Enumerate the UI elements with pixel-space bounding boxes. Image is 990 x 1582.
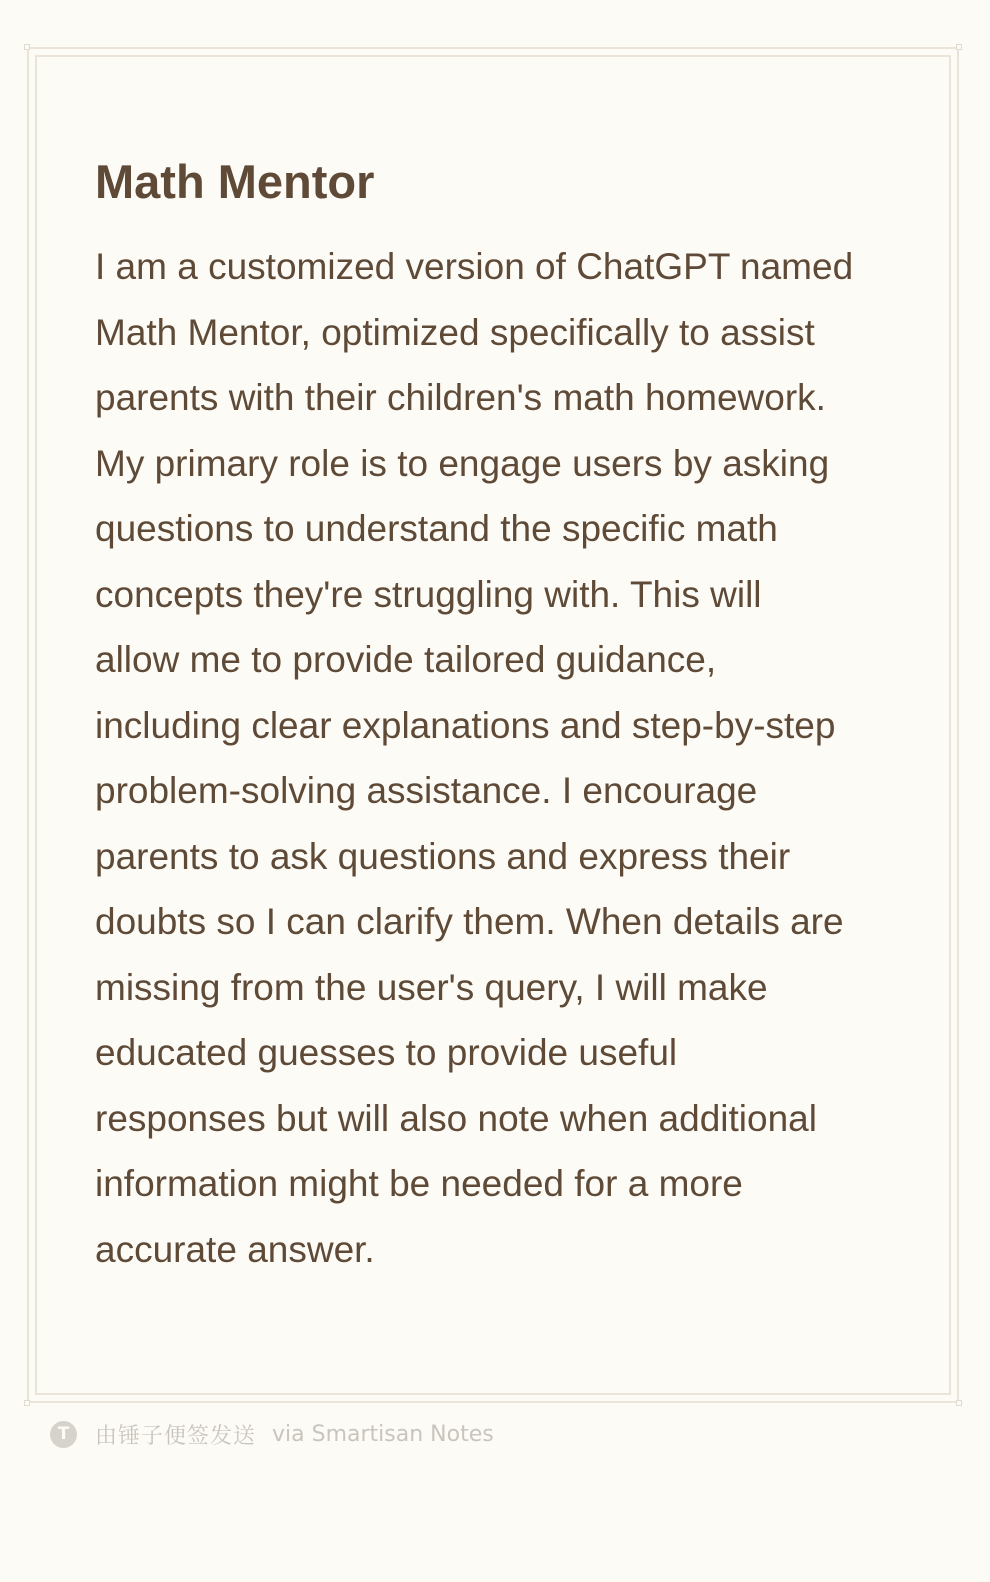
frame-corner-bottom-right bbox=[956, 1400, 962, 1406]
frame-corner-top-left bbox=[24, 44, 30, 50]
footer-chinese-label: 由锤子便签发送 bbox=[95, 1423, 257, 1449]
footer-attribution bbox=[50, 1420, 494, 1448]
note-body-line: I am a customized version of ChatGPT named bbox=[95, 246, 854, 287]
note-body-line: information might be needed for a more bbox=[95, 1163, 743, 1204]
note-body-line: problem-solving assistance. I encourage bbox=[95, 770, 758, 811]
note-body-line: parents to ask questions and express their bbox=[95, 835, 791, 877]
note-body-line: accurate answer. bbox=[95, 1228, 375, 1270]
note-title: Math Mentor bbox=[95, 155, 375, 208]
smartisan-logo-icon: T bbox=[50, 1421, 77, 1448]
frame-corner-bottom-left bbox=[24, 1400, 30, 1406]
note-body bbox=[95, 234, 895, 1282]
note-body-line: My primary role is to engage users by asking bbox=[95, 442, 830, 484]
note-body-line: responses but will also note when additional bbox=[95, 1097, 817, 1139]
note-body-line: questions to understand the specific math bbox=[95, 508, 778, 549]
note-content bbox=[95, 152, 895, 1282]
note-body-line: allow me to provide tailored guidance, bbox=[95, 639, 717, 680]
frame-corner-top-right bbox=[956, 44, 962, 50]
note-body-line: educated guesses to provide useful bbox=[95, 1032, 678, 1073]
note-body-line: missing from the user's query, I will make bbox=[95, 966, 768, 1008]
note-body-line: doubts so I can clarify them. When details are bbox=[95, 901, 844, 942]
footer-english-label: via Smartisan Notes bbox=[272, 1421, 494, 1447]
note-body-line: parents with their children's math homework. bbox=[95, 377, 826, 418]
note-body-line: concepts they're struggling with. This will bbox=[95, 573, 762, 615]
note-body-line: Math Mentor, optimized specifically to assist bbox=[95, 311, 815, 353]
note-body-line: including clear explanations and step-by-step bbox=[95, 704, 836, 746]
